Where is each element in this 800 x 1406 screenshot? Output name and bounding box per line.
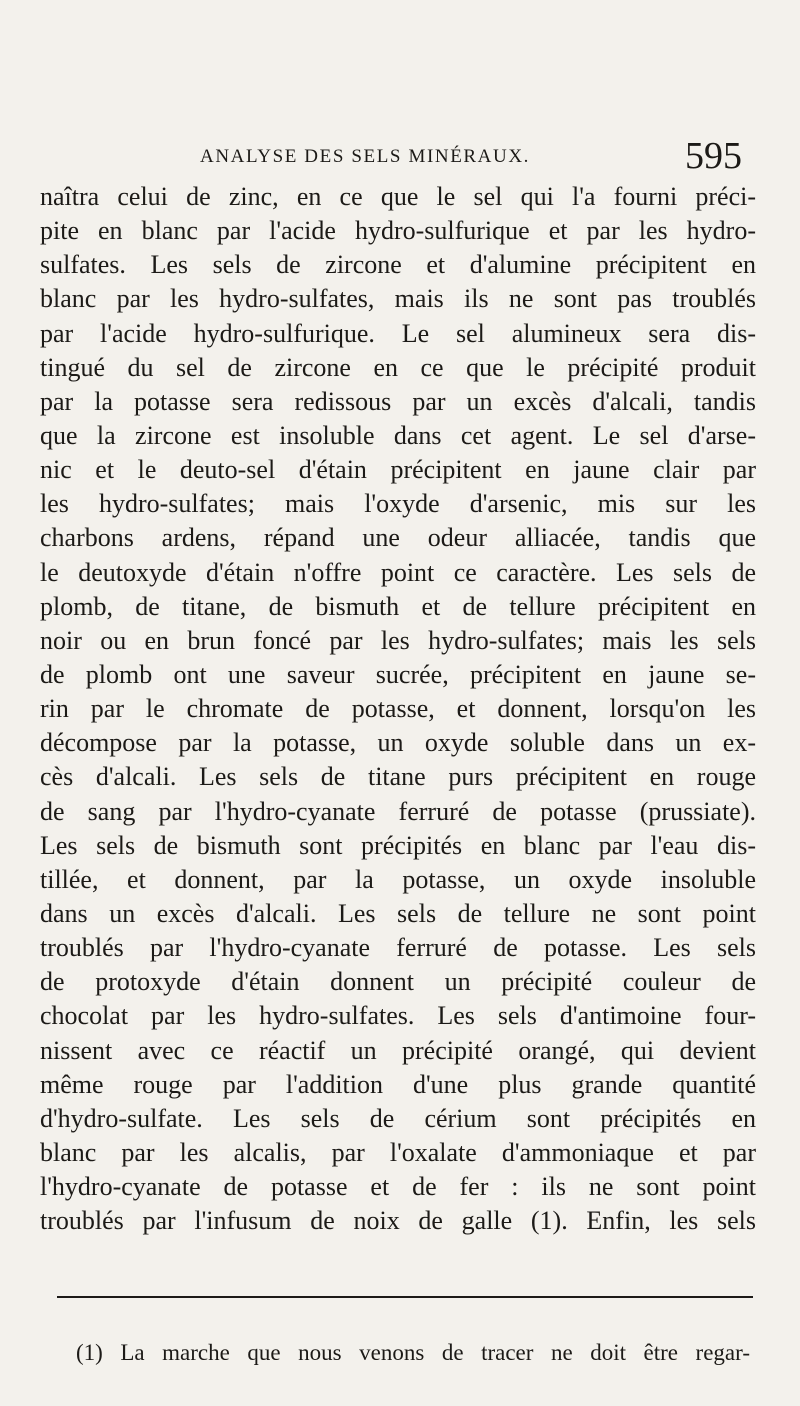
text-line: le deutoxyde d'étain n'offre point ce caractère. Les sels de bbox=[40, 557, 756, 587]
footnote-rule bbox=[57, 1296, 753, 1298]
text-line: même rouge par l'addition d'une plus grande quantité bbox=[40, 1069, 756, 1099]
text-line: décompose par la potasse, un oxyde soluble dans un ex- bbox=[40, 728, 756, 758]
footnote: (1) La marche que nous venons de tracer ne doit être regar- bbox=[76, 1340, 750, 1365]
text-line: par l'acide hydro-sulfurique. Le sel alumineux sera dis- bbox=[40, 318, 756, 348]
text-line: troublés par l'infusum de noix de galle (1). Enfin, les sels bbox=[40, 1206, 756, 1236]
text-line: les hydro-sulfates; mais l'oxyde d'arsenic, mis sur les bbox=[40, 489, 756, 519]
text-line: blanc par les hydro-sulfates, mais ils ne sont pas troublés bbox=[40, 284, 756, 314]
running-title: ANALYSE DES SELS MINÉRAUX. bbox=[200, 146, 530, 167]
text-line: noir ou en brun foncé par les hydro-sulfates; mais les sels bbox=[40, 625, 756, 655]
text-line: plomb, de titane, de bismuth et de tellure précipitent en bbox=[40, 591, 756, 621]
text-line: de sang par l'hydro-cyanate ferruré de potasse (prussiate). bbox=[40, 796, 756, 826]
text-line: blanc par les alcalis, par l'oxalate d'ammoniaque et par bbox=[40, 1137, 756, 1167]
text-line: que la zircone est insoluble dans cet agent. Le sel d'arse- bbox=[40, 420, 756, 450]
page-number: 595 bbox=[685, 135, 742, 177]
text-line: l'hydro-cyanate de potasse et de fer : ils ne sont point bbox=[40, 1172, 756, 1202]
text-line: de plomb ont une saveur sucrée, précipitent en jaune se- bbox=[40, 659, 756, 689]
text-line: de protoxyde d'étain donnent un précipité couleur de bbox=[40, 967, 756, 997]
text-line: pite en blanc par l'acide hydro-sulfurique et par les hydro- bbox=[40, 216, 756, 246]
text-line: cès d'alcali. Les sels de titane purs précipitent en rouge bbox=[40, 762, 756, 792]
text-line: chocolat par les hydro-sulfates. Les sels d'antimoine four- bbox=[40, 1001, 756, 1031]
text-line: d'hydro-sulfate. Les sels de cérium sont précipités en bbox=[40, 1103, 756, 1133]
text-line: dans un excès d'alcali. Les sels de tellure ne sont point bbox=[40, 898, 756, 928]
text-line: charbons ardens, répand une odeur alliacée, tandis que bbox=[40, 523, 756, 553]
text-line: tingué du sel de zircone en ce que le précipité produit bbox=[40, 352, 756, 382]
text-line: nissent avec ce réactif un précipité orangé, qui devient bbox=[40, 1035, 756, 1065]
text-line: Les sels de bismuth sont précipités en blanc par l'eau dis- bbox=[40, 830, 756, 860]
text-line: naîtra celui de zinc, en ce que le sel qui l'a fourni préci- bbox=[40, 182, 756, 211]
text-line: rin par le chromate de potasse, et donnent, lorsqu'on les bbox=[40, 694, 756, 724]
text-line: sulfates. Les sels de zircone et d'alumine précipitent en bbox=[40, 250, 756, 280]
text-line: tillée, et donnent, par la potasse, un oxyde insoluble bbox=[40, 864, 756, 894]
text-line: nic et le deuto-sel d'étain précipitent en jaune clair par bbox=[40, 455, 756, 485]
page-header bbox=[200, 135, 760, 180]
text-line: troublés par l'hydro-cyanate ferruré de potasse. Les sels bbox=[40, 933, 756, 963]
text-line: par la potasse sera redissous par un excès d'alcali, tandis bbox=[40, 386, 756, 416]
body-text bbox=[40, 180, 756, 1238]
